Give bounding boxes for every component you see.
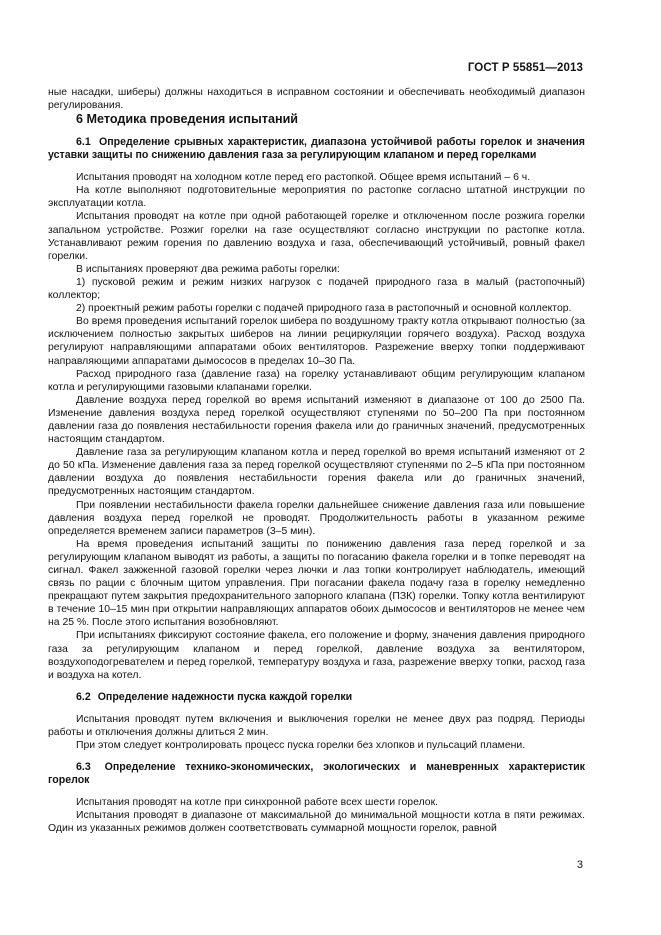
paragraph: Испытания проводят на котле при одной работающей горелке и отключенном после розжига горелки запальном устройстве. Розжиг горелки на газе осуществляют согласно инструкции по растопке котла. Устанавливают режим горения по давлению воздуха и газа, обеспечивающий устойчивый, ровный факел горелки. bbox=[48, 211, 585, 262]
paragraph: Испытания проводят на котле при синхронной работе всех шести горелок. bbox=[76, 797, 439, 809]
section-title: Методика проведения испытаний bbox=[86, 112, 299, 127]
page-number: 3 bbox=[576, 859, 583, 871]
paragraph: Испытания проводят путем включения и выключения горелки не менее двух раз подряд. Периоды работы и отключения должны длиться 2 мин. bbox=[48, 713, 585, 738]
paragraph: Во время проведения испытаний горелок шибера по воздушному тракту котла открывают полностью (за исключением полностью закрытых шиберов на линии рециркуляции горячего воздуха). Расход воздуха регулируют направляющими аппаратами обоих вентиляторов. Разрежение вверху топки поддерживают направляющими аппаратами дымососов в пределах 10–30 Па. bbox=[48, 316, 585, 367]
paragraph: При этом следует контролировать процесс пуска горелки без хлопков и пульсаций пламени. bbox=[76, 740, 526, 752]
list-item: 1) пусковой режим и режим низких нагрузок с подачей природного газа в малый (растопочный) коллектор; bbox=[48, 276, 585, 302]
subsection-heading-6-1 bbox=[48, 136, 585, 162]
paragraph: Испытания проводят в диапазоне от максимальной до минимальной мощности котла в пяти режимах. Один из указанных режимов должен соответствовать суммарной мощности горелок, равной bbox=[48, 810, 585, 835]
subsection-title: Определение технико-экономических, экологических и маневренных характеристик горелок bbox=[48, 761, 585, 787]
paragraph: На котле выполняют подготовительные мероприятия по растопке согласно штатной инструкции по эксплуатации котла. bbox=[48, 185, 585, 210]
subsection-number: 6.1 bbox=[76, 136, 91, 149]
paragraph: Испытания проводят на холодном котле перед его растопкой. Общее время испытаний – 6 ч. bbox=[76, 172, 531, 184]
paragraph: При испытаниях фиксируют состояние факела, его положение и форму, значения давления природного газа за регулирующим клапаном и перед горелкой, давление воздуха за вентилятором, воздухоподогревателем и перед горелкой, температуру воздуха и газа, разрежение вверху топки, расход газа и воздуха на котел. bbox=[48, 630, 585, 681]
subsection-title: Определение надежности пуска каждой горелки bbox=[97, 690, 353, 703]
section-number: 6 bbox=[76, 112, 84, 127]
subsection-number: 6.2 bbox=[76, 690, 91, 703]
paragraph: Давление газа за регулирующим клапаном котла и перед горелкой во время испытаний изменяют от 2 до 50 кПа. Изменение давления газа за перед горелкой осуществляют ступенями по 2–5 кПа при постоянном давлении воздуха до появления нестабильности горения факела или до граничных значений, предусмотренных настоящим стандартом. bbox=[48, 447, 585, 498]
standard-code: ГОСТ Р 55851—2013 bbox=[467, 62, 583, 74]
subsection-number: 6.3 bbox=[76, 761, 91, 774]
paragraph: При появлении нестабильности факела горелки дальнейшее снижение давления газа или повышение давления воздуха перед горелкой не проводят. Продолжительность работы в указанном режиме определяется временем записи параметров (3–5 мин). bbox=[48, 499, 585, 537]
intro-paragraph: ные насадки, шиберы) должны находиться в исправном состоянии и обеспечивать необходимый диапазон регулирования. bbox=[48, 87, 585, 112]
paragraph: Расход природного газа (давление газа) на горелку устанавливают общим регулирующим клапаном котла и регулирующими газовыми клапанами горелки. bbox=[48, 368, 585, 393]
page-body bbox=[48, 86, 585, 835]
paragraph: Давление воздуха перед горелкой во время испытаний изменяют в диапазоне от 100 до 2500 Па. Изменение давления воздуха перед горелкой осуществляют ступенями по 50–200 Па при постоянном давлении газа до появления нестабильности горения факела или до граничных значений, предусмотренных настоящим стандартом. bbox=[48, 394, 585, 446]
subsection-heading-6-2 bbox=[48, 691, 585, 704]
paragraph: На время проведения испытаний защиты по понижению давления газа перед горелкой и за регулирующим клапаном выводят из работы, а защиты по погасанию факела горелки и в топке переводят на сигнал. Факел зажженной газовой горелки через лючки и лаз топки контролирует наблюдатель, имеющий связь по рации с блочным щитом управления. При погасании факела подачу газа в горелку немедленно прекращают путем закрытия предохранительного запорного клапана (ПЗК) горелки. Топку котла вентилируют в течение 10–15 мин при открытии направляющих аппаратов обоих дымососов и вентиляторов не менее чем на 25 %. После этого испытания возобновляют. bbox=[48, 538, 585, 629]
list-item: 2) проектный режим работы горелки с подачей природного газа в растопочный и основной коллектор. bbox=[76, 303, 572, 315]
section-heading bbox=[48, 112, 585, 127]
paragraph: В испытаниях проверяют два режима работы горелки: bbox=[76, 263, 340, 275]
subsection-heading-6-3 bbox=[48, 761, 585, 787]
subsection-title: Определение срывных характеристик, диапазона устойчивой работы горелок и значения уставки защиты по снижению давления газа за регулирующим клапаном и перед горелками bbox=[48, 136, 585, 162]
